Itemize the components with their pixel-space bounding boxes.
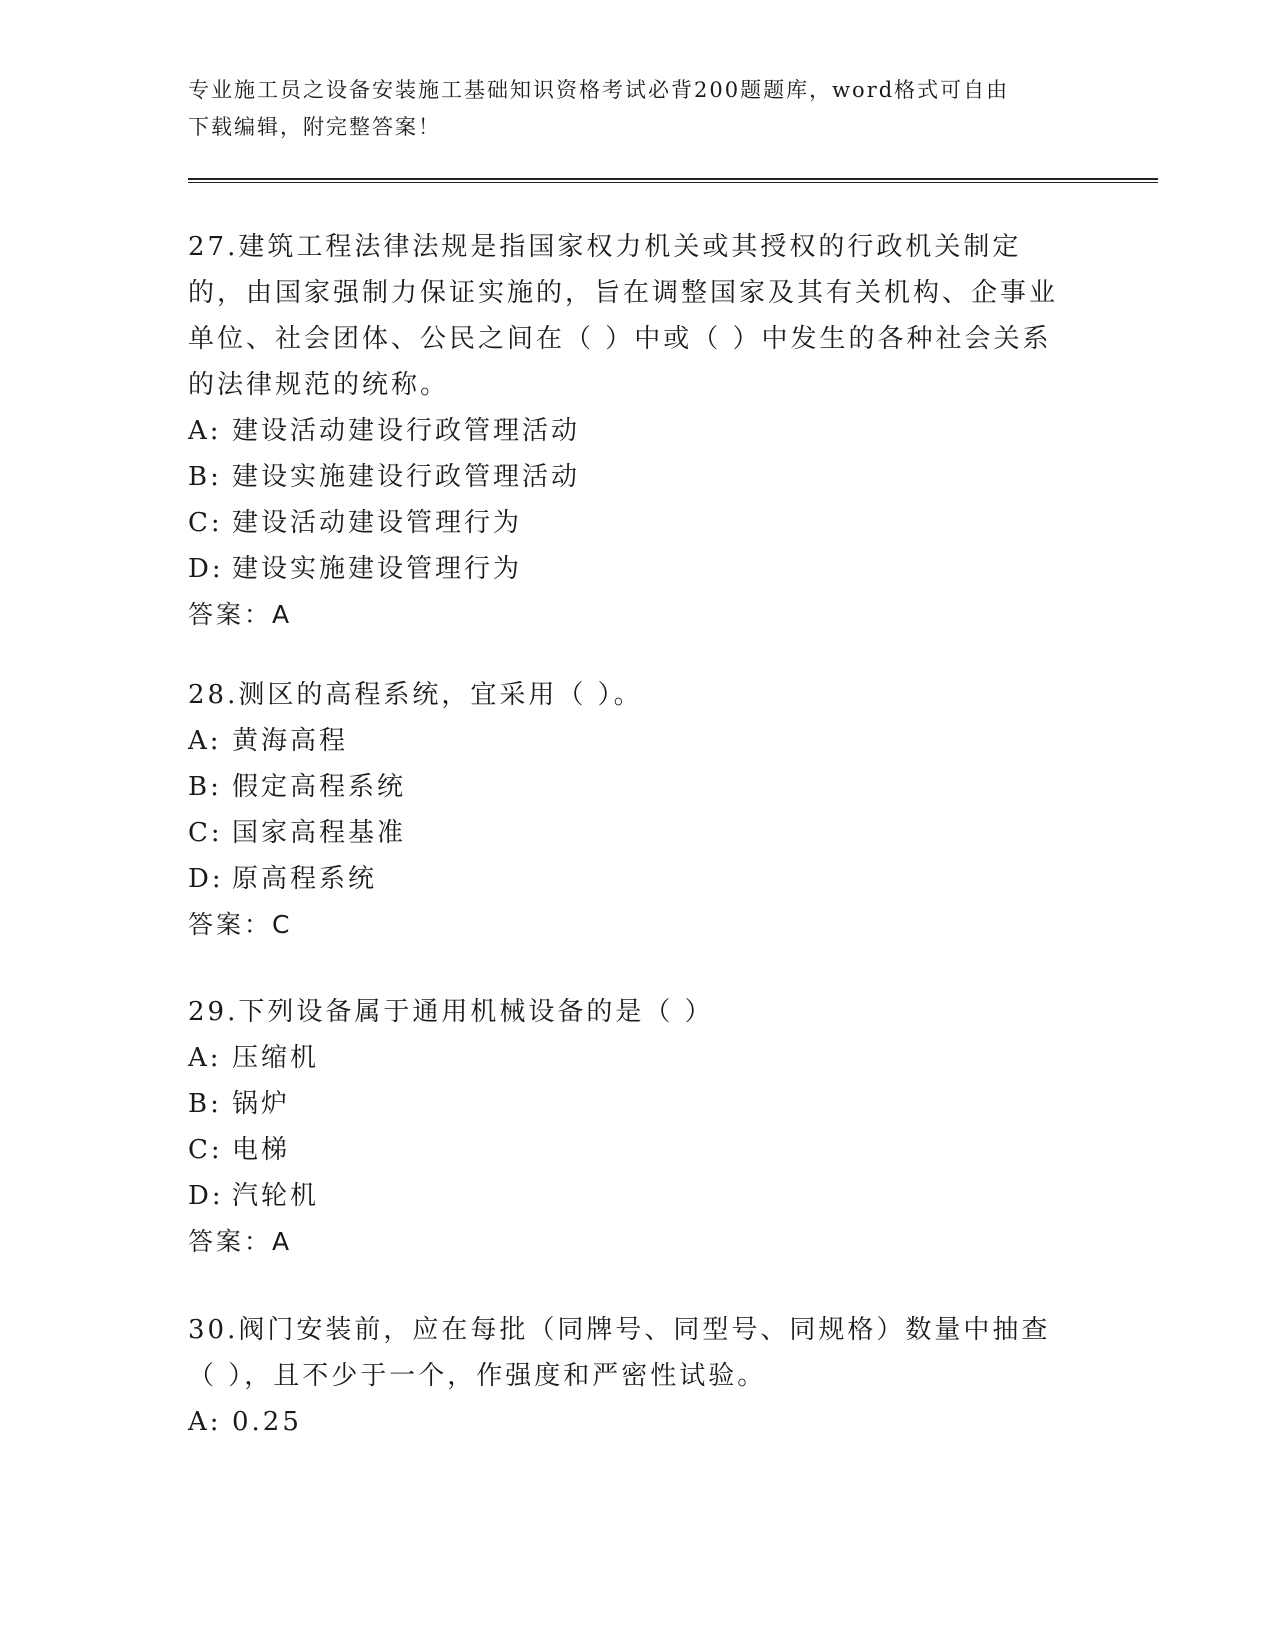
option-d bbox=[188, 1173, 1078, 1219]
option-c bbox=[188, 1127, 1078, 1173]
option-d bbox=[188, 546, 1078, 592]
question-27 bbox=[188, 224, 1078, 638]
answer-line: 答案：A bbox=[188, 1227, 293, 1256]
option-text: 建设活动建设管理行为 bbox=[232, 508, 523, 538]
option-key: A: bbox=[188, 416, 222, 446]
option-text: 黄海高程 bbox=[232, 726, 349, 756]
option-c bbox=[188, 500, 1078, 546]
option-key: A: bbox=[188, 1043, 222, 1073]
document-header bbox=[188, 72, 1088, 146]
option-text: 建设实施建设管理行为 bbox=[232, 554, 523, 584]
header-line-2: 下载编辑，附完整答案！ bbox=[188, 115, 441, 139]
option-a bbox=[188, 1035, 1078, 1081]
option-text: 锅炉 bbox=[232, 1089, 291, 1119]
question-stem: 28.测区的高程系统，宜采用（ ）。 bbox=[188, 680, 643, 710]
header-divider bbox=[188, 178, 1158, 183]
option-key: D: bbox=[188, 554, 224, 584]
question-stem: 30.阀门安装前，应在每批（同牌号、同型号、同规格）数量中抽查（ ），且不少于一个，作强度和严密性试验。 bbox=[188, 1315, 1051, 1391]
option-key: D: bbox=[188, 864, 224, 894]
option-text: 建设实施建设行政管理活动 bbox=[232, 462, 581, 492]
option-text: 国家高程基准 bbox=[232, 818, 407, 848]
option-text: 假定高程系统 bbox=[232, 772, 407, 802]
answer-line: 答案：C bbox=[188, 910, 293, 939]
option-a bbox=[188, 408, 1078, 454]
option-text: 电梯 bbox=[232, 1135, 291, 1165]
question-30 bbox=[188, 1307, 1078, 1445]
option-text: 原高程系统 bbox=[232, 864, 378, 894]
option-key: C: bbox=[188, 1135, 223, 1165]
header-line-1: 专业施工员之设备安装施工基础知识资格考试必背200题题库，word格式可自由 bbox=[188, 78, 1010, 102]
option-text: 建设活动建设行政管理活动 bbox=[232, 416, 581, 446]
question-29 bbox=[188, 989, 1078, 1265]
option-b bbox=[188, 764, 1078, 810]
option-key: C: bbox=[188, 818, 223, 848]
option-key: A: bbox=[188, 1407, 222, 1437]
option-text: 压缩机 bbox=[232, 1043, 320, 1073]
option-key: B: bbox=[188, 1089, 222, 1119]
question-stem: 29.下列设备属于通用机械设备的是（ ） bbox=[188, 997, 714, 1027]
option-a bbox=[188, 718, 1078, 764]
option-key: B: bbox=[188, 462, 222, 492]
option-text: 汽轮机 bbox=[232, 1181, 320, 1211]
option-key: C: bbox=[188, 508, 223, 538]
question-28 bbox=[188, 672, 1078, 948]
option-a bbox=[188, 1399, 1078, 1445]
option-b bbox=[188, 1081, 1078, 1127]
option-key: D: bbox=[188, 1181, 224, 1211]
option-d bbox=[188, 856, 1078, 902]
option-c bbox=[188, 810, 1078, 856]
option-key: A: bbox=[188, 726, 222, 756]
answer-line: 答案：A bbox=[188, 600, 293, 629]
option-key: B: bbox=[188, 772, 222, 802]
question-stem: 27.建筑工程法律法规是指国家权力机关或其授权的行政机关制定的，由国家强制力保证实施的，旨在调整国家及其有关机构、企事业单位、社会团体、公民之间在（ ）中或（ ）中发生的各种社会关系的法律规范的统称。 bbox=[188, 232, 1059, 400]
option-text: 0.25 bbox=[232, 1407, 302, 1437]
option-b bbox=[188, 454, 1078, 500]
